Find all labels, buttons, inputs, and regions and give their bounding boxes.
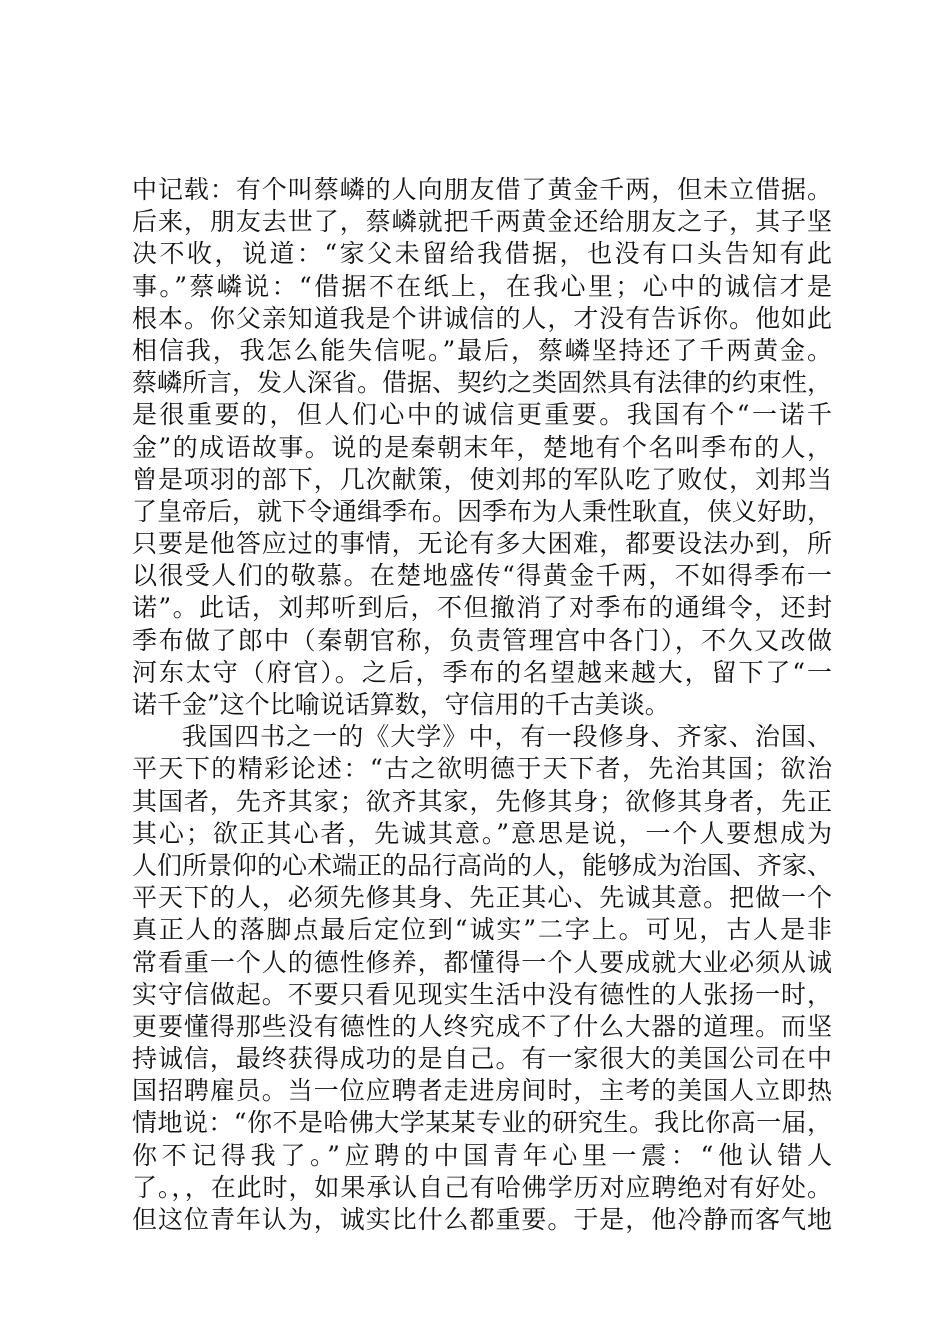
text-line: 金”的成语故事。说的是秦朝末年，楚地有个名叫季布的人， [132,432,832,462]
text-line: 国招聘雇员。当一位应聘者走进房间时，主考的美国人立即热 [132,1076,832,1106]
paragraph-end-line: 诺千金”这个比喻说话算数，守信用的千古美谈。 [132,690,670,719]
text-line: 以很受人们的敬慕。在楚地盛传“得黄金千两，不如得季布一 [132,561,832,591]
text-line: 诺”。此话，刘邦听到后，不但撤消了对季布的通缉令，还封 [132,593,832,623]
text-line: 其国者，先齐其家；欲齐其家，先修其身；欲修其身者，先正 [132,786,832,816]
text-line: 平天下的精彩论述：“古之欲明德于天下者，先治其国；欲治 [132,754,832,784]
text-line: 根本。你父亲知道我是个讲诚信的人，才没有告诉你。他如此 [132,303,832,333]
text-line: 曾是项羽的部下，几次献策，使刘邦的军队吃了败仗，刘邦当 [132,464,832,494]
text-line: 了皇帝后，就下令通缉季布。因季布为人秉性耿直，侠义好助， [132,496,833,526]
text-line: 相信我，我怎么能失信呢。”最后，蔡嶙坚持还了千两黄金。 [132,335,832,365]
text-line: 蔡嶙所言，发人深省。借据、契约之类固然具有法律的约束性， [132,368,833,398]
text-line: 持诚信，最终获得成功的是自己。有一家很大的美国公司在中 [132,1044,832,1074]
body-text [132,174,832,1236]
text-line: 真正人的落脚点最后定位到“诚实”二字上。可见，古人是非 [132,915,832,945]
text-line: 决不收，说道：“家父未留给我借据，也没有口头告知有此 [132,239,832,269]
text-line: 常看重一个人的德性修养，都懂得一个人要成就大业必须从诚 [132,947,832,977]
text-line: 你不记得我了。”应聘的中国青年心里一震：“他认错人 [132,1140,832,1170]
paragraph-start-line: 我国四书之一的《大学》中，有一段修身、齐家、治国、 [182,722,832,752]
text-line: 实守信做起。不要只看见现实生活中没有德性的人张扬一时， [132,979,832,1009]
text-line: 但这位青年认为，诚实比什么都重要。于是，他冷静而客气地 [132,1205,832,1234]
text-line: 平天下的人，必须先修其身、先正其心、先诚其意。把做一个 [132,883,832,913]
text-line: 是很重要的，但人们心中的诚信更重要。我国有个“一诺千 [132,400,832,430]
text-line: 人们所景仰的心术端正的品行高尚的人，能够成为治国、齐家、 [132,850,833,880]
text-line: 事。”蔡嶙说：“借据不在纸上，在我心里；心中的诚信才是 [132,271,832,301]
text-line: 中记载：有个叫蔡嶙的人向朋友借了黄金千两，但未立借据。 [132,175,832,204]
text-line: 其心；欲正其心者，先诚其意。”意思是说，一个人要想成为 [132,818,832,848]
text-line: 只要是他答应过的事情，无论有多大困难，都要设法办到，所 [132,529,832,559]
text-line: 后来，朋友去世了，蔡嶙就把千两黄金还给朋友之子，其子坚 [132,207,832,237]
text-line: 更要懂得那些没有德性的人终究成不了什么大器的道理。而坚 [132,1011,832,1041]
text-line: 了。，，在此时，如果承认自己有哈佛学历对应聘绝对有好处。 [132,1172,832,1202]
text-line: 河东太守（府官）。之后，季布的名望越来越大，留下了“一 [132,657,832,687]
text-line: 季布做了郎中（秦朝官称，负责管理宫中各门），不久又改做 [132,625,832,655]
text-line: 情地说：“你不是哈佛大学某某专业的研究生。我比你高一届， [132,1108,832,1138]
